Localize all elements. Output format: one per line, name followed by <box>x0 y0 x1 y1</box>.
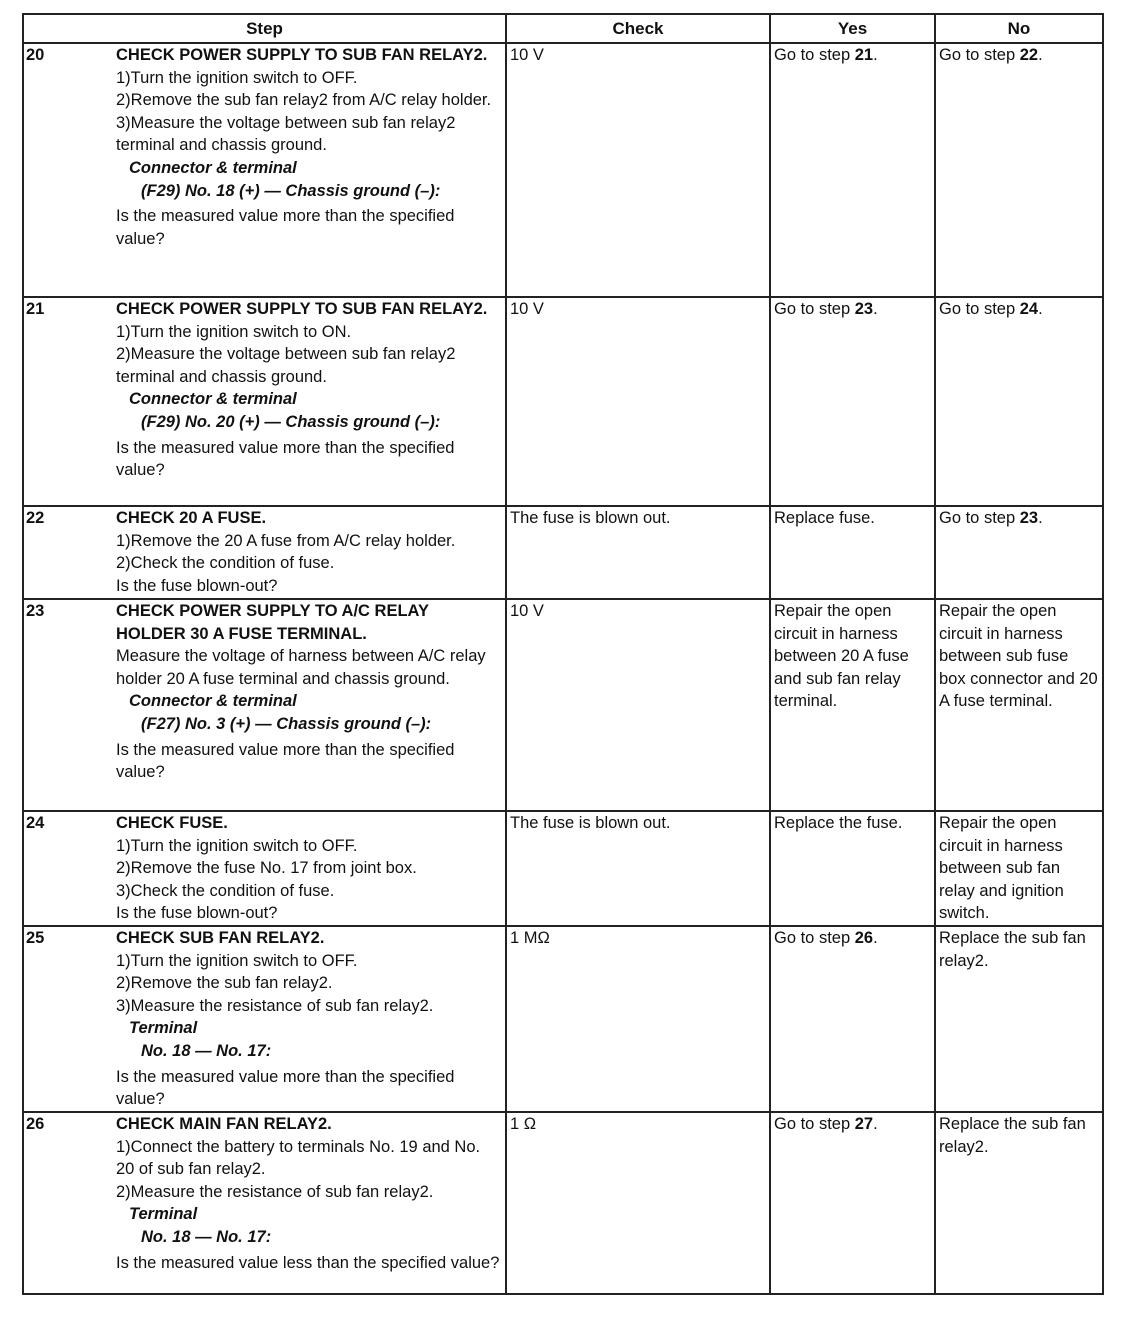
check-cell: The fuse is blown out. <box>506 506 770 599</box>
step-instruction: 3)Measure the voltage between sub fan relay2 terminal and chassis ground. <box>116 113 456 155</box>
step-cell <box>23 926 506 1112</box>
yes-cell: Go to step 26. <box>770 926 935 1112</box>
step-question: Is the fuse blown-out? <box>116 904 278 923</box>
no-cell: Go to step 23. <box>935 506 1103 599</box>
check-cell: 10 V <box>506 43 770 297</box>
step-number: 23 <box>26 602 45 620</box>
step-number: 22 <box>26 509 45 527</box>
step-cell <box>23 811 506 926</box>
check-cell: 10 V <box>506 297 770 506</box>
connector-heading: Connector & terminal <box>129 692 297 711</box>
table-row <box>23 599 1103 811</box>
step-number: 26 <box>26 1114 45 1133</box>
table-row <box>23 297 1103 506</box>
check-cell: 1 Ω <box>506 1112 770 1294</box>
no-cell: Repair the open circuit in harness between sub fan relay and ignition switch. <box>935 811 1103 926</box>
yes-cell: Go to step 27. <box>770 1112 935 1294</box>
step-question: Is the measured value less than the specified value? <box>116 1253 500 1272</box>
no-cell: Go to step 24. <box>935 297 1103 506</box>
step-instruction: 1)Turn the ignition switch to OFF. <box>116 836 358 855</box>
yes-cell: Go to step 23. <box>770 297 935 506</box>
step-number: 21 <box>26 300 45 318</box>
terminal-value: No. 18 — No. 17: <box>141 1227 272 1246</box>
no-cell: Go to step 22. <box>935 43 1103 297</box>
no-cell: Replace the sub fan relay2. <box>935 1112 1103 1294</box>
table-row <box>23 811 1103 926</box>
no-cell: Repair the open circuit in harness between sub fuse box connector and 20 A fuse terminal. <box>935 599 1103 811</box>
header-check: Check <box>506 14 770 43</box>
step-title: CHECK POWER SUPPLY TO SUB FAN RELAY2. <box>116 46 488 64</box>
step-instruction: 1)Turn the ignition switch to OFF. <box>116 68 358 87</box>
step-title: CHECK POWER SUPPLY TO SUB FAN RELAY2. <box>116 300 488 318</box>
table-row <box>23 506 1103 599</box>
step-question: Is the measured value more than the specified value? <box>116 438 455 480</box>
step-instruction: 1)Remove the 20 A fuse from A/C relay holder. <box>116 531 456 550</box>
header-yes: Yes <box>770 14 935 43</box>
step-instruction: 2)Remove the fuse No. 17 from joint box. <box>116 859 417 878</box>
step-instruction: 2)Remove the sub fan relay2. <box>116 974 333 993</box>
step-question: Is the measured value more than the specified value? <box>116 207 455 248</box>
step-instruction: 2)Check the condition of fuse. <box>116 554 335 573</box>
step-instruction: 3)Check the condition of fuse. <box>116 881 335 900</box>
step-cell <box>23 1112 506 1294</box>
terminal-heading: Terminal <box>129 1019 198 1038</box>
step-number: 20 <box>26 46 45 64</box>
step-cell <box>23 506 506 599</box>
check-cell: 1 MΩ <box>506 926 770 1112</box>
step-instruction: 2)Measure the resistance of sub fan relay2. <box>116 1182 434 1201</box>
connector-value: (F29) No. 20 (+) — Chassis ground (–): <box>141 412 441 431</box>
step-instruction: 1)Turn the ignition switch to ON. <box>116 322 352 341</box>
step-question: Is the measured value more than the specified value? <box>116 740 455 782</box>
step-cell <box>23 43 506 297</box>
table-row <box>23 43 1103 297</box>
step-title: CHECK MAIN FAN RELAY2. <box>116 1114 332 1133</box>
step-cell <box>23 297 506 506</box>
step-title: CHECK FUSE. <box>116 814 228 832</box>
step-number: 24 <box>26 814 45 832</box>
connector-heading: Connector & terminal <box>129 390 297 409</box>
step-cell <box>23 599 506 811</box>
check-cell: 10 V <box>506 599 770 811</box>
table-row <box>23 1112 1103 1294</box>
step-number: 25 <box>26 928 45 947</box>
diagnostic-table <box>22 13 1104 1295</box>
connector-value: (F27) No. 3 (+) — Chassis ground (–): <box>141 714 432 733</box>
step-instruction: Measure the voltage of harness between A/C relay holder 20 A fuse terminal and chassis ground. <box>116 647 486 688</box>
table-row <box>23 926 1103 1112</box>
yes-cell: Repair the open circuit in harness between 20 A fuse and sub fan relay terminal. <box>770 599 935 811</box>
check-cell: The fuse is blown out. <box>506 811 770 926</box>
header-step: Step <box>23 14 506 43</box>
step-question: Is the fuse blown-out? <box>116 576 278 595</box>
step-instruction: 1)Connect the battery to terminals No. 19 and No. 20 of sub fan relay2. <box>116 1137 481 1179</box>
yes-cell: Replace the fuse. <box>770 811 935 926</box>
step-title: CHECK 20 A FUSE. <box>116 509 267 527</box>
connector-value: (F29) No. 18 (+) — Chassis ground (–): <box>141 181 441 200</box>
step-title: CHECK POWER SUPPLY TO A/C RELAY HOLDER 30 A FUSE TERMINAL. <box>116 602 429 643</box>
yes-cell: Go to step 21. <box>770 43 935 297</box>
no-cell: Replace the sub fan relay2. <box>935 926 1103 1112</box>
connector-heading: Connector & terminal <box>129 158 297 177</box>
step-instruction: 3)Measure the resistance of sub fan relay2. <box>116 996 434 1015</box>
header-no: No <box>935 14 1103 43</box>
step-title: CHECK SUB FAN RELAY2. <box>116 928 325 947</box>
table-header-row <box>23 14 1103 43</box>
step-question: Is the measured value more than the specified value? <box>116 1067 455 1109</box>
step-instruction: 2)Remove the sub fan relay2 from A/C relay holder. <box>116 91 492 110</box>
yes-cell: Replace fuse. <box>770 506 935 599</box>
step-instruction: 1)Turn the ignition switch to OFF. <box>116 951 358 970</box>
step-instruction: 2)Measure the voltage between sub fan relay2 terminal and chassis ground. <box>116 345 456 386</box>
terminal-value: No. 18 — No. 17: <box>141 1041 272 1060</box>
terminal-heading: Terminal <box>129 1205 198 1224</box>
